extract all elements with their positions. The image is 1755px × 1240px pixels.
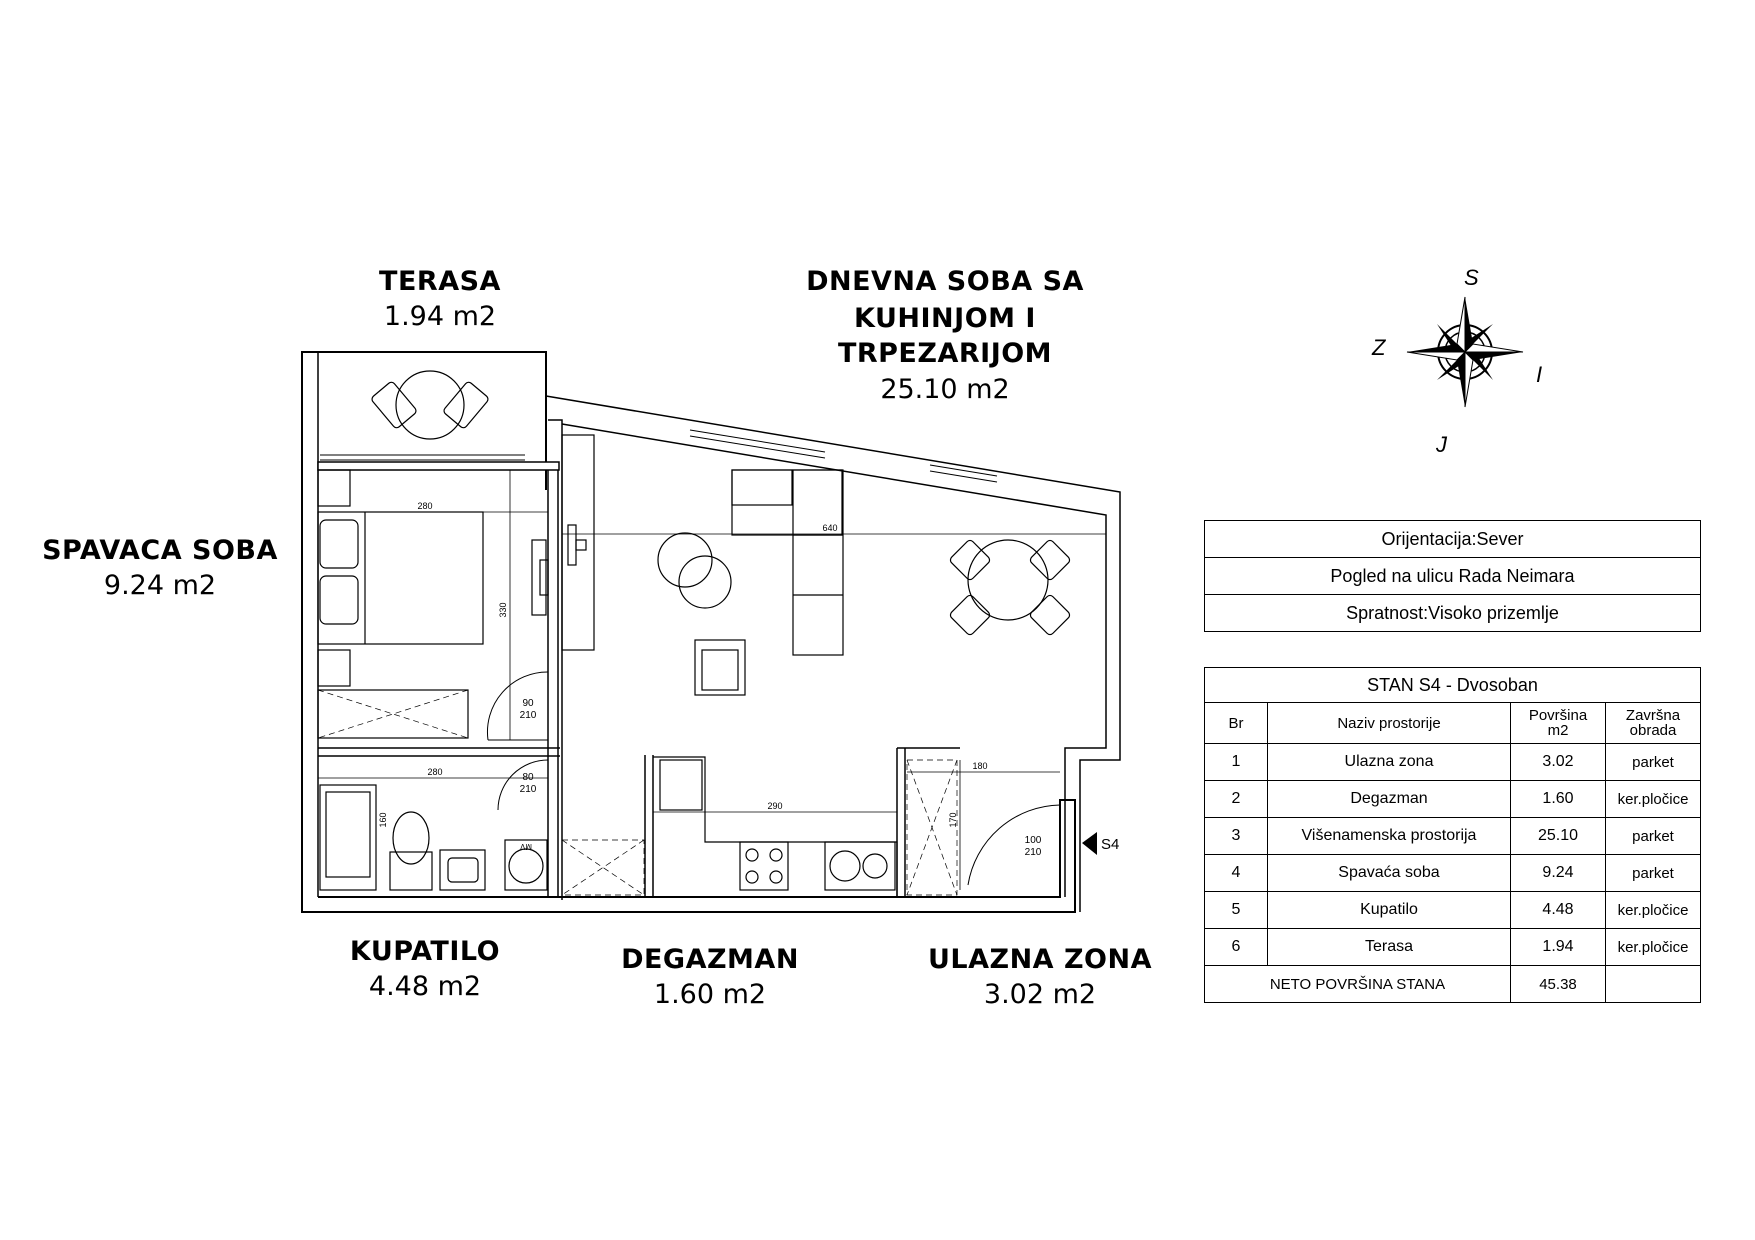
terrace-table	[370, 371, 489, 439]
total-empty	[1606, 966, 1701, 1003]
header-finish: Završna obrada	[1606, 703, 1701, 744]
header-name: Naziv prostorije	[1268, 703, 1511, 744]
table-row: 5 Kupatilo 4.48 ker.pločice	[1205, 892, 1701, 929]
dim-bath-depth: 160	[378, 812, 388, 828]
table-row: 2 Degazman 1.60 ker.pločice	[1205, 781, 1701, 818]
room-area-ulazna: 3.02 m2	[983, 979, 1097, 1010]
area-table-title: STAN S4 - Dvosoban	[1205, 668, 1701, 703]
room-name-ulazna: ULAZNA ZONA	[927, 944, 1153, 975]
info-table	[1204, 520, 1701, 632]
dim-bath-width: 280	[427, 767, 443, 777]
entrance-marker-label: S4	[1101, 836, 1120, 853]
table-total-row	[1205, 966, 1701, 1003]
door-entrance-w: 100	[1024, 835, 1042, 846]
door-swings	[487, 672, 1060, 885]
room-name-terasa: TERASA	[379, 266, 501, 297]
door-bathroom-w: 80	[522, 772, 534, 783]
table-row: 1 Ulazna zona 3.02 parket	[1205, 744, 1701, 781]
room-area-spavaca: 9.24 m2	[103, 570, 217, 601]
room-area-degazman: 1.60 m2	[653, 979, 767, 1010]
compass-rose-icon	[1407, 297, 1523, 407]
interior-walls	[318, 462, 960, 897]
dining-table	[949, 539, 1071, 636]
kitchen-counter	[653, 757, 897, 897]
compass-west-label: Z	[1372, 335, 1386, 360]
header-num: Br	[1205, 703, 1268, 744]
table-row: 6 Terasa 1.94 ker.pločice	[1205, 929, 1701, 966]
room-name-kupatilo: KUPATILO	[349, 936, 501, 967]
door-bedroom-w: 90	[522, 698, 534, 709]
compass-south-label: J	[1436, 432, 1447, 457]
compass-north-label: S	[1464, 265, 1479, 290]
room-area-terasa: 1.94 m2	[383, 301, 497, 332]
room-name-spavaca: SPAVACA SOBA	[42, 535, 278, 566]
dim-kitchen-width: 290	[767, 801, 783, 811]
living-furniture	[562, 435, 843, 695]
room-area-kupatilo: 4.48 m2	[368, 971, 482, 1002]
door-bedroom-h: 210	[519, 710, 537, 721]
compass-east-label: I	[1536, 362, 1543, 387]
header-area: Površina m2	[1511, 703, 1606, 744]
door-bathroom-h: 210	[519, 784, 537, 795]
bathroom-fixtures	[320, 785, 547, 890]
dimension-lines	[318, 470, 1106, 890]
room-name-dnevna-l2: KUHINJOM I	[854, 303, 1036, 334]
total-value: 45.38	[1511, 966, 1606, 1003]
info-view: Pogled na ulicu Rada Neimara	[1205, 558, 1701, 595]
room-area-dnevna: 25.10 m2	[880, 374, 1010, 405]
info-floor: Spratnost:Visoko prizemlje	[1205, 595, 1701, 632]
bedroom-furniture	[318, 470, 548, 738]
room-name-dnevna-l1: DNEVNA SOBA SA	[806, 266, 1084, 297]
total-label: NETO POVRŠINA STANA	[1205, 966, 1511, 1003]
door-entrance-h: 210	[1024, 847, 1042, 858]
washing-machine-label: MV	[520, 842, 532, 851]
room-name-dnevna-l3: TRPEZARIJOM	[837, 338, 1053, 369]
room-name-degazman: DEGAZMAN	[621, 944, 799, 975]
table-row: 3 Višenamenska prostorija 25.10 parket	[1205, 818, 1701, 855]
outer-walls	[302, 352, 1120, 912]
area-table	[1204, 667, 1701, 1003]
dim-entry-depth: 170	[948, 812, 958, 828]
dim-bed-width: 280	[417, 501, 433, 511]
dim-entry-width: 180	[972, 761, 988, 771]
dim-bed-depth: 330	[498, 602, 508, 618]
dim-living-width: 640	[822, 523, 838, 533]
table-row: 4 Spavaća soba 9.24 parket	[1205, 855, 1701, 892]
info-orientation: Orijentacija:Sever	[1205, 521, 1701, 558]
entrance-marker	[1082, 832, 1119, 855]
